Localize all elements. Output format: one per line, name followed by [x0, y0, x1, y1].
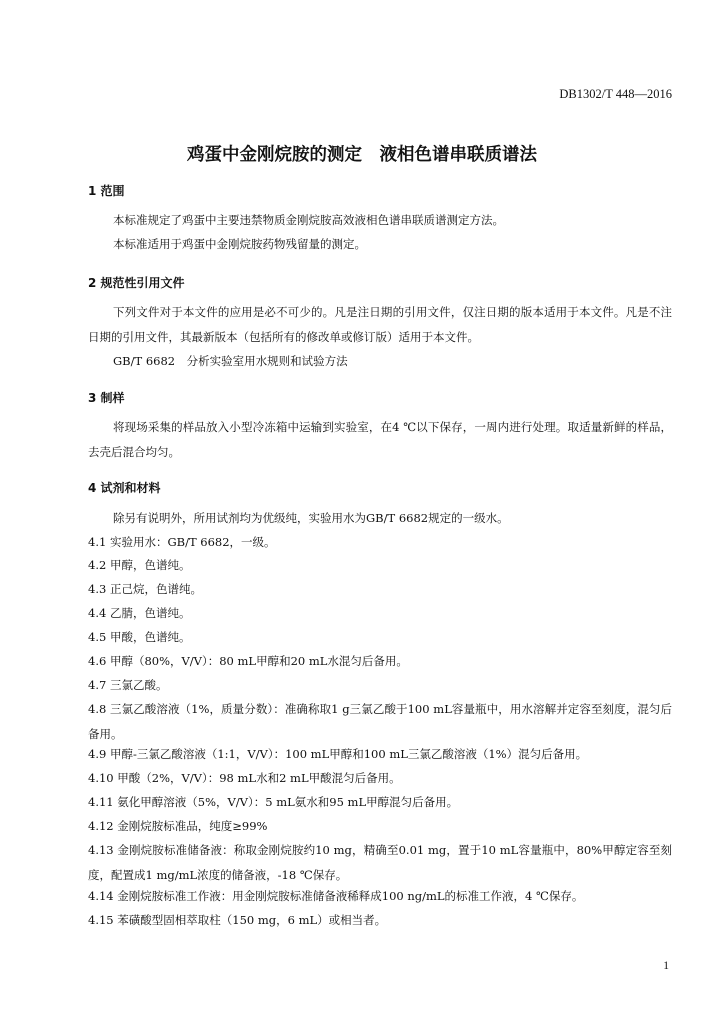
- standard-code: DB1302/T 448—2016: [559, 87, 672, 101]
- document-title: 鸡蛋中金刚烷胺的测定 液相色谱串联质谱法: [187, 145, 537, 165]
- reagent-item-4-7: 4.7 三氯乙酸。: [88, 678, 168, 692]
- normative-references-paragraph: 下列文件对于本文件的应用是必不可少的。凡是注日期的引用文件，仅注日期的版本适用于本文件。凡是不注日期的引用文件，其最新版本（包括所有的修改单或修订版）适用于本文件。: [88, 305, 672, 344]
- normative-reference-gbt6682: GB/T 6682 分析实验室用水规则和试验方法: [113, 354, 348, 368]
- reagent-item-4-3: 4.3 正己烷，色谱纯。: [88, 582, 202, 596]
- reagent-item-4-14: 4.14 金刚烷胺标准工作液：用金刚烷胺标准储备液稀释成100 ng/mL的标准工作液，4 ℃保存。: [88, 889, 584, 903]
- reagents-intro: 除另有说明外，所用试剂均为优级纯，实验用水为GB/T 6682规定的一级水。: [113, 511, 509, 525]
- page-number: 1: [663, 960, 669, 972]
- section-heading-reagents: 4 试剂和材料: [88, 481, 161, 495]
- reagent-item-4-11: 4.11 氨化甲醇溶液（5%，V/V）：5 mL氨水和95 mL甲醇混匀后备用。: [88, 795, 459, 809]
- reagent-item-4-15: 4.15 苯磺酸型固相萃取柱（150 mg，6 mL）或相当者。: [88, 913, 387, 927]
- reagent-item-4-12: 4.12 金刚烷胺标准品，纯度≥99%: [88, 819, 268, 833]
- scope-paragraph-1: 本标准规定了鸡蛋中主要违禁物质金刚烷胺高效液相色谱串联质谱测定方法。: [113, 213, 504, 227]
- reagent-item-4-5: 4.5 甲酸，色谱纯。: [88, 630, 191, 644]
- section-heading-normative-references: 2 规范性引用文件: [88, 276, 185, 290]
- reagent-item-4-6: 4.6 甲醇（80%，V/V）：80 mL甲醇和20 mL水混匀后备用。: [88, 654, 408, 668]
- scope-paragraph-2: 本标准适用于鸡蛋中金刚烷胺药物残留量的测定。: [113, 237, 366, 251]
- reagent-item-4-4: 4.4 乙腈，色谱纯。: [88, 606, 191, 620]
- reagent-item-4-2: 4.2 甲醇，色谱纯。: [88, 558, 191, 572]
- sampling-paragraph: 将现场采集的样品放入小型冷冻箱中运输到实验室，在4 ℃以下保存，一周内进行处理。取适量新鲜的样品，去壳后混合均匀。: [88, 420, 672, 459]
- reagent-item-4-10: 4.10 甲酸（2%，V/V）：98 mL水和2 mL甲酸混匀后备用。: [88, 771, 401, 785]
- reagent-item-4-13: 4.13 金刚烷胺标准储备液：称取金刚烷胺约10 mg，精确至0.01 mg，置于10 mL容量瓶中，80%甲醇定容至刻度，配置成1 mg/mL浓度的储备液，-18 ℃保存。: [88, 843, 672, 882]
- reagent-item-4-1: 4.1 实验用水：GB/T 6682，一级。: [88, 535, 276, 549]
- reagent-item-4-9: 4.9 甲醇-三氯乙酸溶液（1:1，V/V）：100 mL甲醇和100 mL三氯乙酸溶液（1%）混匀后备用。: [88, 747, 588, 761]
- reagent-item-4-8: 4.8 三氯乙酸溶液（1%，质量分数）：准确称取1 g三氯乙酸于100 mL容量瓶中，用水溶解并定容至刻度，混匀后备用。: [88, 702, 672, 741]
- section-heading-scope: 1 范围: [88, 184, 125, 198]
- section-heading-sampling: 3 制样: [88, 391, 125, 405]
